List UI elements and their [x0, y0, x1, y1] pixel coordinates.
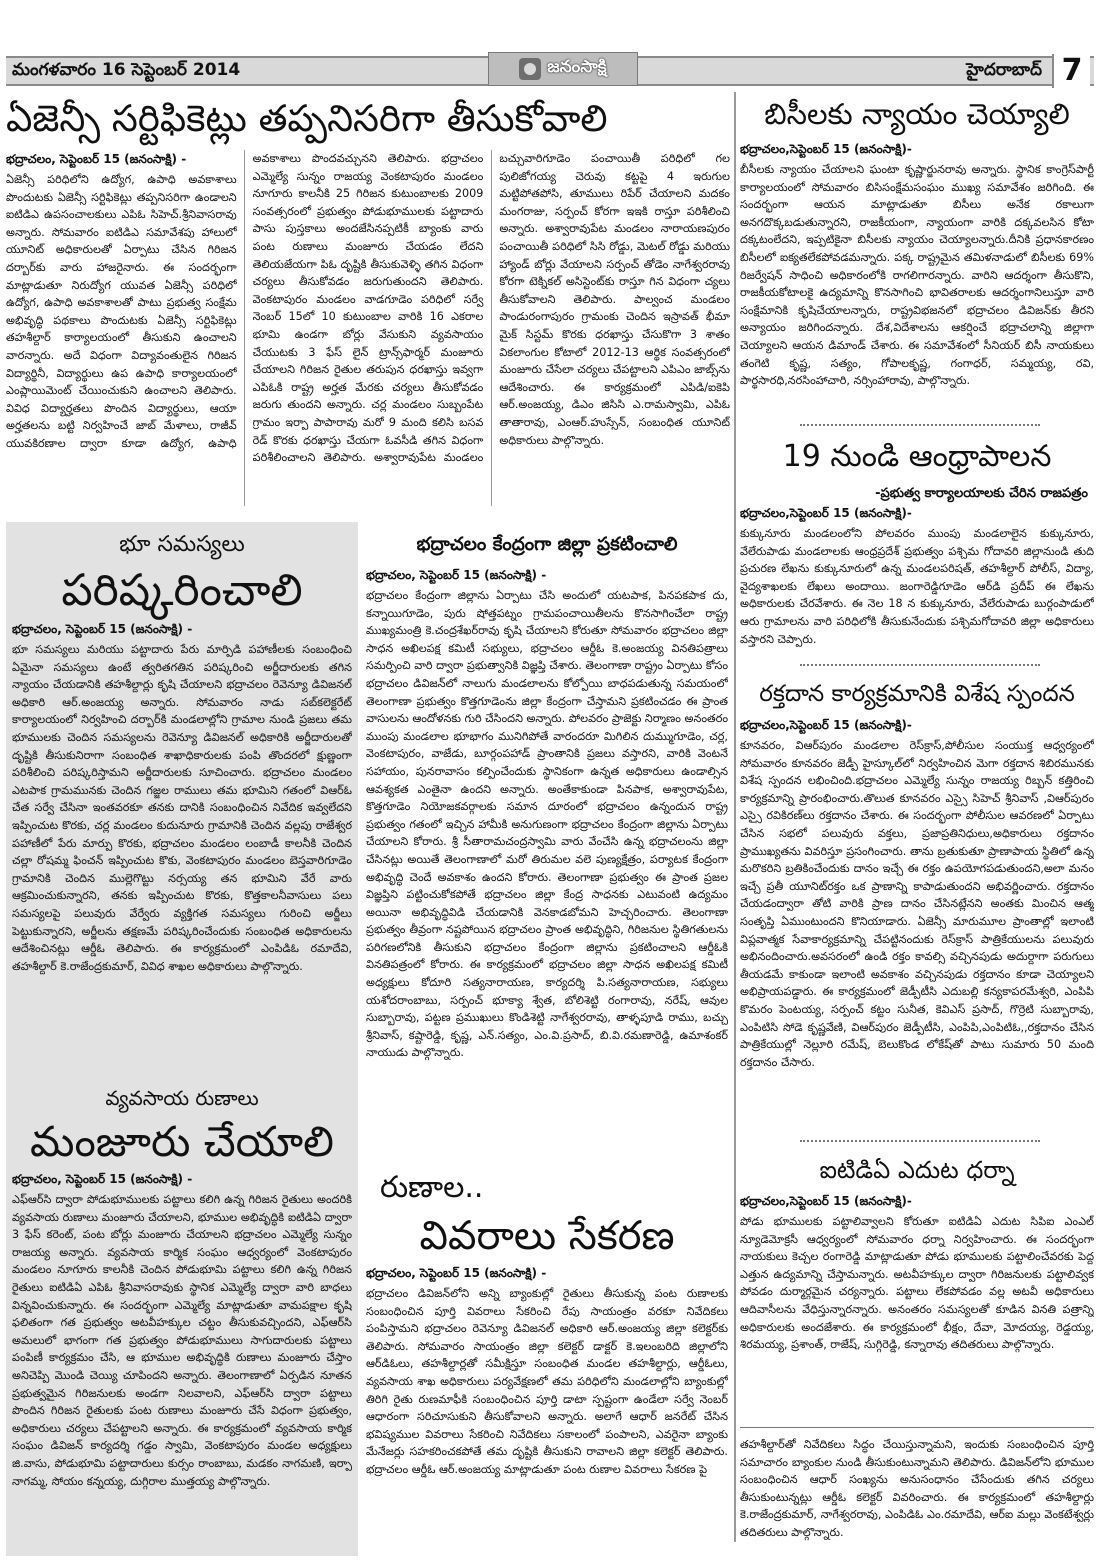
article-body: కూనవరం, విఆర్‌పురం మండలాల రెస్‌క్రాస్,పోలీసుల సంయుక్త ఆధ్వర్యంలో సోమవారం కూనవరం జెడ్పీ హైస్కూల్‌లో నిర్వహించిన మెగా రక్తదాన శిబిరమునకు విశేష స్పందన లభించింది.భద్రాచలం ఎమ్మెల్యే సున్నం రాజయ్య రిబ్బన్ కత్తిరించి కార్యక్రమాన్ని ప్రారంభించారు.తొలుత కూనవరం ఎస్సై సిహెచ్ శ్రీనివాస్ ,విఆర్‌పురం ఎస్సై రవికిరణ్‌లు రక్తదానం చేశారు. ఈ సందర్భంగా పోలీసుల ఆవరణలో ఏర్పాటు చేసిన సభలో పలువురు వక్తలు, ప్రజాప్రతినిధులు,అధికారులు రక్తదానం ప్రాముఖ్యతను వివరిస్తూ ప్రసంగించారు. తాను బ్రతుకుతూ ప్రాణాపాయ స్థితిలో ఉన్న మరొకరిని బ్రతికించేందుకు దానం ఇచ్చే ఈ రక్తం ఉపయోగపడుతుందని,అలా మనం ఇచ్చే ప్రతీ యూనిట్‌రక్తం ఒక ప్రాణాన్ని కాపాడుతుందని అభివర్ణించారు. రక్తదానం చేయడంద్వారా తోటి వారికి ప్రాణ దానం చేసినట్లేనని అంతకు మించిన ఆత్మ సంతృప్తి ఏముంటుందని కొనియాడారు. ఏజెన్సీ మారుమూల ప్రాంతాల్లో ఇలాంటి విప్లవాత్మక సేవాకార్యక్రమాన్ని చేపట్టినందుకు రెస్‌క్రాస్ పాత్రికేయులను పలువురు అభినందించారు.అవసరంలో ఉండి రక్తం కావల్సి వచ్చినపుడు అదుర్దాగా పరుగులు తీయడమే కాకుండా ఇలాంటి అవకాశం వచ్చినపుడు రక్తదానం కూడా చెయ్యాలని అభిప్రాయపడ్డారు. ఈ కార్యక్రమంలో జెడ్పీటీసి ఎదుబల్లి కన్యకాపరమేశ్వరి, ఎంపిపి కొమరం పెంటయ్య, సర్పంచ్ కట్టం సునీత, కెవిఎస్ ప్రసాద్, గొర్రెటి సుబ్బారావు, ఎంపిటిసి సోడె కృష్ణవేణి, విఆర్‌పురం జెడ్పీటీసి, ఎంపిపి,ఎంపిటిఓ,,రక్తదానం చేసిన పాత్రికేయుల్లో నెల్లూరి రమేష్, బెలుకొండ లోకేష్‌తో పాటు సుమారు 50 మంది రక్తదానం చేసారు.: [740, 739, 1094, 1069]
story-separator: [800, 1140, 1040, 1142]
column-divider: [734, 92, 736, 1542]
dateline: భద్రాచలం, సెప్టెంబర్ 15 (జనంసాక్షి) -: [366, 568, 547, 582]
page-number: 7: [1052, 54, 1090, 88]
kicker: రుణాల..: [380, 1170, 484, 1205]
dateline: భద్రాచలం,సెప్టెంబర్ 15 (జనంసాక్షి)-: [740, 142, 912, 156]
article-body: ఎఫ్ఆర్‌సి ద్వారా పోడుభూములకు పట్టాలు కలిగి ఉన్న గిరిజన రైతులు అందరికి వ్యవసాయ రుణాలు మంజూరు చేయాలని, భూముల అభివృద్ధికి ఐటిడిఏ ద్వారా 3 ఫేస్ కరెంట్, పంట బోర్లు మంజూరు చేయాలని భద్రాచలం ఎమ్మెల్యే సున్నం రాజయ్య అన్నారు. వ్యవసాయ కార్మిక సంఘం ఆధ్వర్యంలో వెంకటాపురం మండలం నూగూరు కాలనీకి చెందిన పోడుభూమి పట్టాలు కలిగి ఉన్న గిరిజన రైతులు ఐటిడిఏ ఎపిఓ శ్రీనివాసరావుకు స్థానిక ఎమ్మెల్యే ద్వారా వారి బాధలు విన్నవించుకున్నారు. ఈ సందర్భంగా ఎమ్మెల్యే మాట్లాడుతూ వామపక్షాల కృషి ఫలితంగా గత ప్రభుత్వం అటవీహక్కుల చట్టం తీసుకువచ్చిందని, ఎఫ్ఆర్‌సి అమలులో భాగంగా గత ప్రభుత్వం పోడుభూములు సాగుదారులకు పట్టాలు పంపిణీ కార్యక్రమం చేసి, ఆ భూముల అభివృద్ధికి రుణాలు మంజూరు చేస్తాం అనిచెప్పి మొండి చెయ్యి చూపిందని అన్నారు. తెలంగాణాలో ఏర్పడిన నూతన ప్రభుత్వమైన గిరిజనులకు అండగా నిలవాలని, ఎఫ్ఆర్‌సి ద్వారా పట్టాలు పొందిన గిరిజన రైతులకు పంట రుణాలు మంజూరు చేసే విధంగా ప్రభుత్వం, అధికారులు చర్యలు చేపట్టాలని అన్నారు. ఈ కార్యక్రమంలో వ్యవసాయ కార్మిక సంఘం డివిజన్ కార్యదర్శి గడ్డం స్వామి, వెంకటాపురం మండల అధ్యక్షులు జి.వాసు, పోడుభూమి పట్టాదారులు కుర్సం రాంబాబు, మడకం నాగమణి, ఇర్పా నాగమ్మ, సోయం కన్నయ్య, దుగ్గిరాల ముత్తయ్య పాల్గొన్నారు.: [12, 1193, 352, 1488]
article-agri-loans: [12, 1082, 352, 1552]
story-separator: [800, 424, 1040, 426]
kicker: వ్యవసాయ రుణాలు: [105, 1086, 259, 1110]
headline: వివరాలు సేకరణ: [419, 1213, 675, 1259]
dateline: భద్రాచలం,సెప్టెంబర్ 15 (జనంసాక్షి)-: [740, 718, 912, 732]
headline: పరిష్కరించాలి: [61, 565, 303, 616]
dateline: భద్రాచలం, సెప్టెంబర్ 15 (జనంసాక్షి) -: [12, 1172, 193, 1186]
article-body: కుక్కునూరు మండలంలోని పోలవరం ముంపు మండలాలైన కుక్కునూరు, వేలేరుపాడు మండలాలకు ఆంధ్రప్రదేశ్ ప్రభుత్వం పశ్చిమ గోదావరి జిల్లానుండి తుది ప్రచురణ లేఖను కుక్కునూరులో ఉన్న మండలపరిషత్, తహశీల్దార్ పోలీస్, విద్యా, వైద్యశాఖలకు లేఖలు అందాయి. జంగారెడ్డిగూడెం ఆర్‌డి ప్రదీప్ ఈ లేఖను అధికారులకు చేరవేశారు. ఈ నెల 18 న కుక్కునూరు, వేలేరుపాడు బుర్గంపాడులో ఆరు గ్రామాలను వారి పరిధిలోకి తీసుకునేందుకు పశ్చిమగోదావరి జిల్లా అధికారులు వస్తారని చెప్పారు.: [740, 527, 1094, 646]
article-body: ఏజెన్సీ పరిధిలోని ఉద్యోగ, ఉపాధి అవకాశాలు పొందుటకు ఏజెన్సీ సర్టిఫికెట్లు తప్పనిసరిగా ఉండాలని ఐటిడిఎ ఉపసంచాలకులు ఎపిఓ సిహెచ్.శ్రీనివాసరావు అన్నారు. సోమవారం ఐటిడిఎ సమావేశపు హాలులో యూనిట్ అధికారులతో ఏర్పాటు చేసిన గిరిజన దర్బార్‌కు వారు హాజరైనారు. ఈ సందర్భంగా మాట్లాడుతూ నిరుద్యోగ యువత ఏజెన్సీ పరిధిలో ఉద్యోగ, ఉపాధి అవకాశాలతో పాటు ప్రభుత్వ సంక్షేమ అభివృద్ధి పథకాలు పొందుటకు ఏజెన్సీ సర్టిఫికెట్లు తహశీల్దార్ కార్యాలయంలో తీసుకుని ఉంచాలని వారన్నారు. అదే విధంగా విద్యావంతులైన గిరిజన విద్యార్థినీ, విద్యార్థులు ఉప ఉపాధి కార్యాలయంలో ఎంప్లాయిమెంట్ చేయించుకుని ఉంచాలని తెలిపారు. వివిధ విద్యార్హతలు పొందిన విద్యార్థులు, ఆయా అర్హతలను బట్టి నిర్వహించే జాబ్ మేళాలు, రాజీవ్ యువకిరణాల ద్వారా కూడా ఉద్యోగ, ఉపాధి అవకాశాలు పొందవచ్చునని తెలిపారు. భద్రాచలం ఎమ్మెల్యే సున్నం రాజయ్య వెంకటాపురం మండలం నూగూరు కాలనీకి 25 గిరిజన కుటుంబాలకు 2009 సంవత్సరంలో ప్రభుత్వం పోడుభూములకు పట్టాదారు పాసు పుస్తకాలు అందజేసినప్పటికీ బ్యాంకు వారు పంట రుణాలు మంజూరు చేయడం లేదని తెలియజేయగా పిఓ దృష్టికి తీసుకువెళ్ళి తగిన విధంగా చర్యలు తీసుకోవడం జరుగుతుందని తెలిపారు. వెంకటాపురం మండలం వాడగూడెం పరిధిలో సర్వే నెంబర్ 15లో 10 కుటుంబాల వారికి 16 ఎకరాల భూమి ఉండగా బోర్లు వేసుకుని వ్యవసాయం చేయుటకు 3 ఫేస్ లైన్ ట్రాన్స్‌ఫార్మర్ మంజూరు చేయాలని గిరిజన రైతుల తరుపున ధరఖాస్తు ఇవ్వగా ఎపిఓకి రాష్ట్ర అర్హత మేరకు చర్యలు తీసుకోవడం జరుగు తుందని అన్నారు. చర్ల మండలం సుబ్బంపేట గ్రామం ఇర్పా పాపారావు మరో 9 మంది కలిసి బసవ రెడ్ కొరకు ధరఖాస్తు చేయగా ఓవసీడి తగిన విధంగా పరిశీలించాలని తెలిపారు. అశ్వారావుపేట మండలం బచ్చువారిగూడెం పంచాయితీ పరిధిలో గల పులిజోగయ్య చెరువు కట్టపై 4 ఇరుగుల మట్టిపోతపోసి, తూములు రిపేర్ చేయాలని మదకం మంగరాజు, సర్పంచ్ కోరగా ఇఇకి రాస్తూ పరిశీలించి అన్నారు. అశ్వారావుపేట మండలం నారాయణపురం పంచాయితీ పరిధిలో సిసి రోడ్డు, మెటల్ రోడ్డు మరియు హ్యాండ్ బోర్లు వేయాలని సర్పంచ్ తోడెం నాగేశ్వరరావు కోరగా టెక్నికల్ అసిస్టెంట్‌కు రాస్తూ గిన విధంగా చ్యలు తీసుకోవాలని తెలిపారు. పాల్వంచ మండలం పాండురంగాపురం గ్రామంకు చెందిన ఇస్రావత్ భీమా మైక్ సిస్టమ్ కొరకు ధరఖాస్తు చేసుకొగా 3 శాతం వికలాంగుల కోటాలో 2012-13 ఆర్థిక సంవత్సరంలో మంజూరు చేసేలా చర్యలు చేపట్టాలని ఎపిఎం జాబ్స్‌ను ఆదేశించారు. ఈ కార్యక్రమంలో ఎపిడి/ఐకెపి ఆర్.అంజయ్య, డిఎం జిసిసి ఎ.రామస్వామి, ఎపిఓ తాతారావు, ఎంఆర్.హుస్సేన్, సంబంధిత యూనిట్ అధికారులు పాల్గొన్నారు.: [6, 152, 730, 465]
article-agency-certificates: [6, 88, 730, 516]
article-body: బీసీలకు న్యాయం చేయాలని ఘంటా కృష్ణార్జునరావు అన్నారు. స్థానిక కాంగ్రెస్‌పార్టీ కార్యాలయంలో సోమవారం బిసిసంక్షేమసంఘం ముఖ్య సమావేశం జరిగింది. ఈ సందర్భంగా ఆయన మాట్లాడుతూ బిసీలు అనేక రకాలుగా అనగదొక్కబడుతున్నారని, రాజకీయంగా, న్యాయంగా వారికి దక్కవలసిన కోటా దక్కటంలేదని, ఇప్పటికైనా బిసీలకు న్యాయం చెయ్యాలన్నారు.దీనికి ప్రధానకారణం బిసీలలో ఐక్యతలేకపోవడమన్నారు. పక్క రాష్ట్రమైన తమిళనాడులో బిసీలకు 69% రిజర్వేషన్ సాధించి అధికారంలోకి రాగలిగారన్నారు. వారిని ఆదర్శంగా తీసుకొని, రాజకీయకోటాలకై ఉద్యమాన్ని కొనసాగించి భావితరాలకు ఆదర్శంగానిలుస్తూ వారి సంక్షేమానికి కృషిచేయాలన్నారు, రాష్ట్రవిభజనలో భద్రాచలం డివిజన్‌కు తీరని అన్యాయం జరిగిందన్నారు. దేశ,విదేశాలను ఆకర్షించే భద్రాచలాన్ని జిల్లాగా చెయ్యాలని ఆయన డిమాండ్ చేశారు. ఈ సమావేశంలో సీనియర్ బిసీ నాయకులు తంగెటి కృష్ణ, సత్యం, గోపాలకృష్ణ, గంగాధర్, సమ్మయ్య, రవి, పార్థసారధి,నరసింహాచారి, నర్సింహారావు, పాల్గొన్నారు.: [740, 163, 1094, 388]
dateline: భద్రాచలం,సెప్టెంబర్ 15 (జనంసాక్షి)-: [740, 1194, 912, 1208]
dateline: భద్రాచలం, సెప్టెంబర్ 15 (జనంసాక్షి) -: [12, 622, 193, 636]
article-district-center: [366, 524, 728, 1164]
headline: రక్తదాన కార్యక్రమానికి విశేష స్పందన: [759, 681, 1075, 707]
paper-logo-icon: [519, 58, 541, 80]
dateline: భద్రాచలం, సెప్టెంబర్ 15 (జనంసాక్షి) -: [6, 152, 187, 166]
kicker: భూ సమస్యలు: [119, 532, 245, 557]
article-itda-dharna: [740, 1148, 1094, 1552]
article-loan-details: [366, 1168, 728, 1554]
article-bc-justice: [740, 88, 1094, 418]
article-land-problems: [12, 528, 352, 1078]
article-andhra-rule: [740, 430, 1094, 656]
headline: బిసీలకు న్యాయం చెయ్యాలి: [764, 97, 1070, 131]
article-body: భద్రాచలం కేంద్రంగా జిల్లాను ఏర్పాటు చేసి అందులో యటపాక, పినపకపాక దు, కన్నాయిగూడెం, పురు షోత్తపట్నం గ్రామపంచాయితీలను కొనసాగించేలా రాష్ట్ర ముఖ్యమంత్రి కె.చంద్రశేఖర్‌రావు కృషి చేయాలని కోరుతూ సోమవారం భద్రాచలం జిల్లా సాధన అఖిలపక్ష కమిటీ సభ్యులు, భద్రాచలం ఆర్డీఓ కె.అంజయ్య వినతిపత్రాలు సమర్పించి వారి ద్వారా ప్రభుత్వానికి విజ్ఞప్తి చేశారు. తెలంగాణా రాష్ట్రం ఏర్పాటు కోసం భద్రాచలం డివిజన్‌లో నాలుగు మండలాలను కోల్పోయి బాధపడుతున్న సమయంలో తెలంగాణా ప్రభుత్వం కొత్తగూడెంను జిల్లా కేంద్రంగా చేస్తామని ప్రకటించడం ఈ ప్రాంత వాసులను ఆందోళనకు గురి చేసిందని అన్నారు. పోలవరం ప్రాజెక్టు నిర్మాణం అనంతరం ముంపు మండలాల భూభాగం మునిగిపోతే వారందరూ మిగిలిన దుమ్ముగూడెం, చర్ల, వెంకటాపురం, వాజేడు, బూర్గంపహాడ్ ప్రాంతానికి ప్రజలు వస్తారని, వారికి వెంటనే సహాయం, పునరావాసం కల్పించేందుకు స్థానికంగా ఉన్నత అధికారులు ఉండాల్సిన ఆవశ్యకత ఎంతైనా ఉందని అన్నారు. అంతేకాకుండా పినపాక, అశ్వారావుపేట, కొత్తగూడెం నియోజకవర్గాలకు సమాన దూరంలో భద్రాచలం ఉన్నందున రాష్ట్ర ప్రభుత్వం గతంలో ఇచ్చిన హామీకి అనుగుణంగా భద్రాచలం కేంద్రంగా జిల్లాను ఏర్పాటు చేయాలని కోరారు. శ్రీ సీతారామచంద్రస్వామి వారు వేంచేసి ఉన్న భద్రాచలంను జిల్లా చేసినట్లు అయితే తెలంగాణాలో మరో తిరుమల వలె పుణ్యక్షేత్రం, పర్యాటక కేంద్రంగా అభివృద్ధి చెందే అవకాశం ఉందని కోరారు. తెలంగాణా ప్రభుత్వం ఈ ప్రాంత ప్రజల విజ్ఞప్తిని పట్టించుకోకపోతే భద్రాచలం జిల్లా కేంద్ర సాధనకు ఎటువంటి ఉద్యమం అయినా అభివృద్ధివిడి చేయడానికి వెనకాడబోమని హెచ్చరించారు. తెలంగాణా ప్రభుత్వం తీవ్రంగా నష్టపోయిన భద్రాచలం ప్రాంత అభివృద్ధిని, గిరిజనుల స్థితిగతులను పరిగణలోనికి తీసుకుని భద్రాచలం కేంద్రంగా జిల్లాను ప్రకటించాలని ఆర్డీఓకి వినతిపత్రంలో కోరారు. ఈ కార్యక్రమంలో భద్రాచలం జిల్లా సాధన అఖిలపక్ష కమిటీ అధ్యక్షులు కోదూరి సత్యనారాయణ, కార్యదర్శి పి.సత్యనారాయణ, సభ్యులు యశోదరాంబాబు, సర్పంచ్ భూక్యా శ్వేత, బోలిశెట్టి రంగారావు, నరేష్, ఆవుల సుబ్బారావు, పట్టణ ప్రముఖులు కొండిశెట్టి నాగేశ్వరరావు, తాళ్ళపూడి రాము, బచ్చు శ్రీనివాస్, కష్టారెడ్డి, కృష్ణ, ఎన్.సత్యం, ఎం.వి.ప్రసాద్, బి.వి.రమణారెడ్డి, ఉమాశంకర్ నాయుడు పాల్గొన్నారు.: [366, 589, 728, 1060]
article-body: పోడు భూములకు పట్టాలివ్వాలని కోరుతూ ఐటిడిఏ ఎదుట సిపిఐ ఎంఎల్ న్యూడెమోక్రసీ ఆధ్వర్యంలో సోమవారం ధర్నా నిర్వహించారు. ఈ సందర్భంగా నాయకులు కెచ్చల రంగారెడ్డి మాట్లాడుతూ పోడు భూములకు పట్టాలించేవరకు పెద్ద ఎత్తున ఉద్యమాన్ని చేస్తామన్నారు. అటవీహక్కుల ద్వారా గిరిజనులకు పట్టాలివ్వక పోవడం దుర్మార్గమైన చర్యన్నారు. పట్టాలు లేకపోవడం వల్ల అటవీ అధికారులు ఆదివాసీలను వేధిస్తున్నారన్నారు. అనంతరం సమస్యలతో కూడిన వినతి పత్రాన్ని అధికారులకు అందజేశారు. ఈ కార్యక్రమంలో భీక్షం, దేవా, మోదయ్య, రెడ్డయ్య, శిరమయ్య, ప్రశాంత్, రాజేష్, సుగ్గిరెడ్డి, కన్నారావు తదితరులు పాల్గొన్నారు.: [740, 1215, 1094, 1352]
subheadline: -ప్రభుత్వ కార్యాలయాలకు చేరిన రాజపత్రం: [875, 486, 1088, 501]
headline: 19 నుండి ఆంధ్రాపాలన: [782, 439, 1052, 474]
continuation-body: తహశీల్దార్‌తో నివేదికలు సిద్ధం చేయిస్తున్నామని, ఇందుకు సంబంధించిన పూర్తి సమాచారం బ్యాంకుల నుండి తీసుకుంటున్నామని తెలిపారు. డివిజన్‌లోని భూముల సంబంధించిన ఆధార్ సంఖ్యను అనుసంధానం చేసేందుకు తగిన చర్యలు తీసుకుంటున్నట్లు ఆర్డీఓ కలెక్టర్ వివరించారు. ఈ కార్యక్రమంలో తహశీల్దార్లు కె.రాజేంద్రకుమార్, నాగేశ్వరరావు, ఎంపిడిఓ ఎం.రమాదేవి, ఆర్‌ఐ మల్లు వెంకటేశ్వర్లు తదితరులు పాల్గొన్నారు.: [740, 1438, 1094, 1539]
story-separator: [800, 664, 1040, 666]
masthead: [0, 0, 1100, 86]
dateline: భద్రాచలం, సెప్టెంబర్ 15 (జనంసాక్షి) -: [366, 1266, 547, 1280]
headline: మంజూరు చేయాలి: [30, 1117, 334, 1166]
headline: ఏజెన్సీ సర్టిఫికెట్లు తప్పనిసరిగా తీసుకోవాలి: [6, 97, 608, 140]
article-body: భద్రాచలం డివిజన్‌లోని అన్ని బ్యాంకుల్లో రైతులు తీసుకున్న పంట రుణాలకు సంబంధించిన పూర్తి వివరాలు సేకరించి రేపు సాయంత్రం వరకూ నివేదికలు పంపిస్తామని భద్రాచలం రెవెన్యూ డివిజనల్ అధికారి ఆర్.అంజయ్య జిల్లా కలెక్టర్‌కు తెలిపారు. సోమవారం సాయంత్రం జిల్లా కలెక్టర్ డాక్టర్ కె.ఇలంబరిది జిల్లాలోని ఆర్‌డిఓలు, తహశీల్దార్లతో సమీక్షిస్తూ సంబంధిత మండల తహశీల్దార్లు, ఆర్డీఓలు, వ్యవసాయ శాఖ అధికారులు పర్యవేక్షణలో తమ పరిధిలోని మండలాల్లోని బ్యాంకుల్లో తిరిగి రైతు రుణమాఫీకి సంబంధించిన పూర్తి డాటా స్పష్టంగా ఉండేలా సర్వే నెంబర్ ఆధారంగా సరిచూసుకుని తీసుకోవాలని అన్నారు. అలాగే ఆధార్ జనరేట్ చేసిన భవిష్యముల వివరాలు సేకరించి నివేదికలు సకాలంలో పంపాలని, ఎవరైనా బ్యాంకు మేనేజర్లు సహకరించకపోతే తమ దృష్టికి తీసుకుని రావాలని జిల్లా కలెక్టర్ తెలిపారు. భద్రాచలం ఆర్డీఓ ఆర్.అంజయ్య మాట్లాడుతూ పంట రుణాల వివరాలు సేకరణ పై: [366, 1287, 728, 1476]
edition-city: హైదరాబాద్: [966, 60, 1042, 80]
issue-date: మంగళవారం 16 సెప్టెంబర్ 2014: [12, 60, 241, 80]
continuation-divider: [740, 1427, 1094, 1428]
article-body: భూ సమస్యలు మరియు పట్టాదారు పేరు మార్పిడి పహాణీలకు సంబంధించి ఏమైనా సమస్యలు ఉంటే త్వరితగతిన పరిష్కరించి అర్జీదారులకు తగిన న్యాయం చేయడానికి తహశీల్దార్లు కృషి చేయాలని భద్రాచలం రెవెన్యూ డివిజనల్ అధికారి ఆర్.అంజయ్య అన్నారు. సోమవారం నాడు సబ్‌కలెక్టరేట్ కార్యాలయంలో నిర్వహించి దర్బార్‌కి మండలాల్లోని గ్రామాల నుండి ప్రజలు తమ భూములకు చెందిన సమస్యలను రెవెన్యూ డివిజనల్ అధికారికి అర్జీదారులతో దృష్టికి తీసుకునిరాగా సంబంధిత శాఖాధికారులకు పంపి తొందరలో క్షుణ్ణంగా పరిశీలించి పరిష్కరిస్తామని అర్జీదారులకు సూచించారు. భద్రాచలం మండలం ఎటపాక గ్రామమునకు చెందిన గజ్జల రాములు తమ భూమిని గతంలో విఆర్‌ఓ చేత సర్వే చేసినా ఇంతవరకూ తనకు దానికి సంబంధించిన నివేదిక ఇవ్వలేదని ఇప్పించుట కొరకు, చర్ల మండలం కుదునూరు గ్రామానికి చెందిన వల్లపు రాజేశ్వర పహాణీలో పేరు మార్పు కొరకు, భద్రాచలం మండలం లంబాడీ కాలనీకి చెందిన చల్లా రోషమ్మ ఫించన్ ఇప్పించుట కొకు, వెంకటాపురం మండలం బెస్తవారిగూడెం గ్రామానికి చెందిన ముల్లెగొట్టు నర్సయ్య తన భూమిని వేరే వారు ఆక్రమించుకున్నారని, తనకు ఇప్పించుట కొరకు, కొత్తకాలనీవాసులు పలు సమస్యలపై పలువురు వేర్వేరు వ్యక్తిగత సమస్యలు గురించి అర్జీలు పెట్టుకున్నారని, అర్జీలను తక్షణమే పరిష్కరించేందుకు సంబంధిత అధికారులను ఆదేశించినట్లు ఆర్డీఓ తెలిపారు. ఈ కార్యక్రమంలో ఎంపిడిఓ రమాదేవి, తహశీల్దార్ కె.రాజేంద్రకుమార్, వివిధ శాఖల అధికారులు పాల్గొన్నారు.: [12, 643, 352, 973]
newspaper-logo: [488, 52, 638, 86]
logo-text: జనంసాక్షి: [547, 57, 607, 77]
article-blood-donation: [740, 672, 1094, 1134]
dateline: భద్రాచలం,సెప్టెంబర్ 15 (జనంసాక్షి)-: [740, 506, 912, 520]
headline: ఐటిడిఏ ఎదుట ధర్నా: [819, 1156, 1015, 1184]
headline: భద్రాచలం కేంద్రంగా జిల్లా ప్రకటించాలి: [416, 534, 678, 555]
